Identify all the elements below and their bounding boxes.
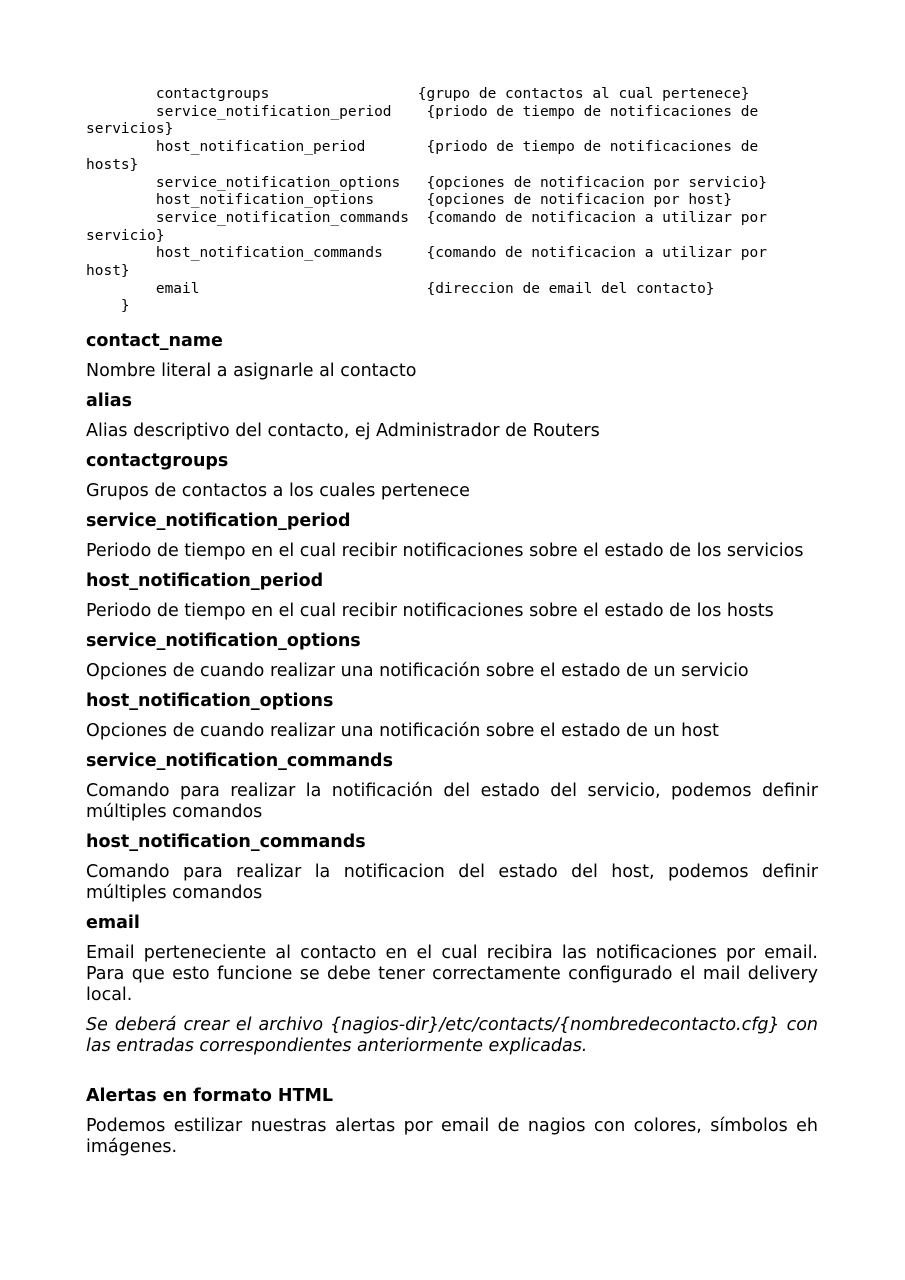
definition-desc: Nombre literal a asignarle al contacto bbox=[86, 361, 417, 382]
definition-term: service_notification_options bbox=[86, 631, 361, 652]
definition-desc: Comando para realizar la notificación del estado del servicio, podemos definir múltiples comandos bbox=[86, 781, 818, 823]
code-line: host_notification_period {priodo de tiempo de notificaciones de bbox=[86, 139, 759, 156]
code-line: servicios} bbox=[86, 121, 174, 138]
definition-list bbox=[86, 331, 818, 1006]
italic-note: Se deberá crear el archivo {nagios-dir}/etc/contacts/{nombredecontacto.cfg} con las entradas correspondientes anteriormente explicadas. bbox=[86, 1015, 818, 1057]
code-line: host_notification_options {opciones de notificacion por host} bbox=[86, 192, 733, 209]
definition-desc: Periodo de tiempo en el cual recibir notificaciones sobre el estado de los hosts bbox=[86, 601, 774, 622]
definition-desc: Grupos de contactos a los cuales pertenece bbox=[86, 481, 470, 502]
definition-desc: Alias descriptivo del contacto, ej Administrador de Routers bbox=[86, 421, 600, 442]
definition-term: service_notification_period bbox=[86, 511, 351, 532]
definition-desc: Opciones de cuando realizar una notificación sobre el estado de un host bbox=[86, 721, 719, 742]
definition-term: host_notification_options bbox=[86, 691, 334, 712]
code-line: host_notification_commands {comando de notificacion a utilizar por bbox=[86, 245, 767, 262]
definition-desc: Periodo de tiempo en el cual recibir notificaciones sobre el estado de los servicios bbox=[86, 541, 804, 562]
definition-term: contactgroups bbox=[86, 451, 229, 472]
code-line: hosts} bbox=[86, 156, 139, 173]
definition-desc: Opciones de cuando realizar una notificación sobre el estado de un servicio bbox=[86, 661, 749, 682]
definition-desc: Comando para realizar la notificacion del estado del host, podemos definir múltiples comandos bbox=[86, 862, 818, 904]
definition-term: service_notification_commands bbox=[86, 751, 393, 772]
code-line: email {direccion de email del contacto} bbox=[86, 280, 715, 297]
code-line: service_notification_commands {comando de notificacion a utilizar por bbox=[86, 209, 767, 226]
definition-term: contact_name bbox=[86, 331, 223, 352]
code-line: } bbox=[86, 298, 130, 315]
code-line: contactgroups {grupo de contactos al cual pertenece} bbox=[86, 86, 750, 102]
definition-term: host_notification_period bbox=[86, 571, 324, 592]
section-heading: Alertas en formato HTML bbox=[86, 1086, 334, 1107]
definition-term: alias bbox=[86, 391, 133, 412]
definition-term: host_notification_commands bbox=[86, 832, 366, 853]
section-paragraph: Podemos estilizar nuestras alertas por email de nagios con colores, símbolos eh imágenes. bbox=[86, 1116, 818, 1158]
code-line: host} bbox=[86, 263, 130, 280]
code-block bbox=[86, 86, 818, 316]
code-line: servicio} bbox=[86, 227, 165, 244]
document-page bbox=[86, 86, 818, 1158]
code-line: service_notification_options {opciones de notificacion por servicio} bbox=[86, 174, 767, 191]
definition-desc: Email perteneciente al contacto en el cual recibira las notificaciones por email. Para que esto funcione se debe tener correctamente configurado el mail delivery local. bbox=[86, 943, 818, 1006]
code-line: service_notification_period {priodo de tiempo de notificaciones de bbox=[86, 103, 759, 120]
definition-term: email bbox=[86, 913, 140, 934]
